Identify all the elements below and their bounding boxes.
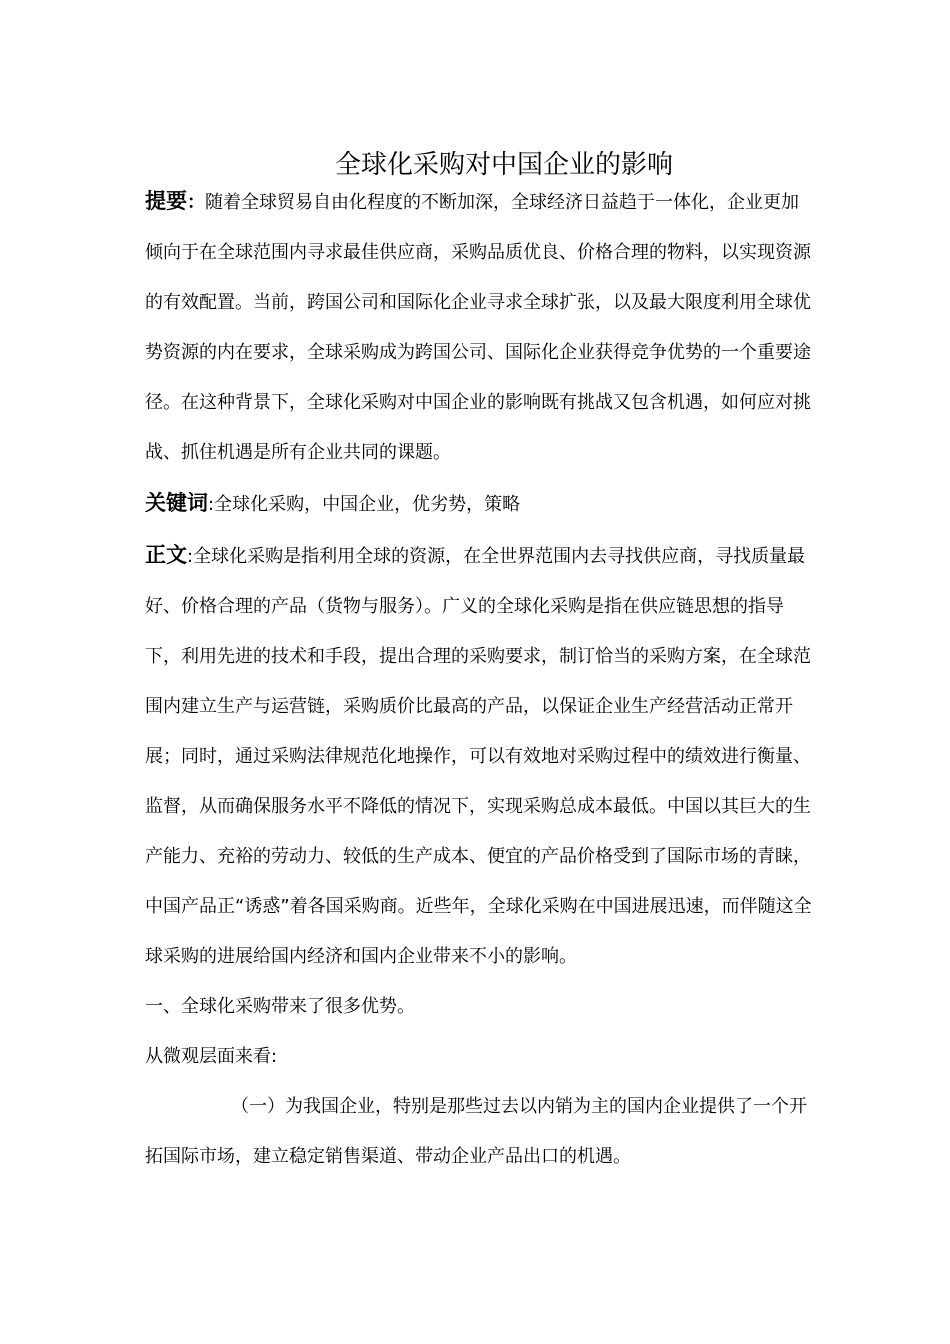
main-text-paragraph bbox=[145, 530, 815, 982]
section-heading: 一、全球化采购带来了很多优势。 bbox=[145, 996, 415, 1017]
keywords-text: 全球化采购，中国企业，优劣势，策略 bbox=[214, 494, 521, 515]
abstract-label: 提要 bbox=[145, 189, 187, 213]
abstract-text: 随着全球贸易自由化程度的不断加深，全球经济日益趋于一体化，企业更加倾向于在全球范围内寻求最佳供应商，采购品质优良、价格合理的物料，以实现资源的有效配置。当前，跨国公司和国际化企业寻求全球扩张，以及最大限度利用全球优势资源的内在要求，全球采购成为跨国公司、国际化企业获得竞争优势的一个重要途径。在这种背景下，全球化采购对中国企业的影响既有挑战又包含机遇，如何应对挑战、抓住机遇是所有企业共同的课题。 bbox=[145, 192, 811, 463]
document-title: 全球化采购对中国企业的影响 bbox=[334, 150, 673, 181]
abstract-separator: ： bbox=[187, 192, 205, 213]
main-text-body: 全球化采购是指利用全球的资源，在全世界范围内去寻找供应商，寻找质量最好、价格合理的产品（货物与服务）。广义的全球化采购是指在供应链思想的指导下，利用先进的技术和手段，提出合理的采购要求，制订恰当的采购方案，在全球范围内建立生产与运营链，采购质价比最高的产品，以保证企业生产经营活动正常开展；同时，通过采购法律规范化地操作，可以有效地对采购过程中的绩效进行衡量、监督，从而确保服务水平不降低的情况下，实现采购总成本最低。中国以其巨大的生产能力、充裕的劳动力、较低的生产成本、便宜的产品价格受到了国际市场的青睐，中国产品正“诱惑”着各国采购商。近些年，全球化采购在中国进展迅速，而伴随这全球采购的进展给国内经济和国内企业带来不小的影响。 bbox=[145, 546, 812, 967]
document-body bbox=[145, 176, 815, 1182]
point-paragraph: （一）为我国企业，特别是那些过去以内销为主的国内企业提供了一个开拓国际市场，建立稳定销售渠道、带动企业产品出口的机遇。 bbox=[145, 1096, 807, 1167]
abstract-paragraph bbox=[145, 176, 815, 478]
keywords-label: 关键词 bbox=[145, 491, 208, 515]
main-text-separator: : bbox=[187, 546, 194, 567]
keywords-paragraph bbox=[145, 478, 815, 530]
micro-level-heading: 从微观层面来看: bbox=[145, 1046, 278, 1067]
keywords-separator: : bbox=[208, 494, 215, 515]
main-text-label: 正文 bbox=[145, 543, 187, 567]
